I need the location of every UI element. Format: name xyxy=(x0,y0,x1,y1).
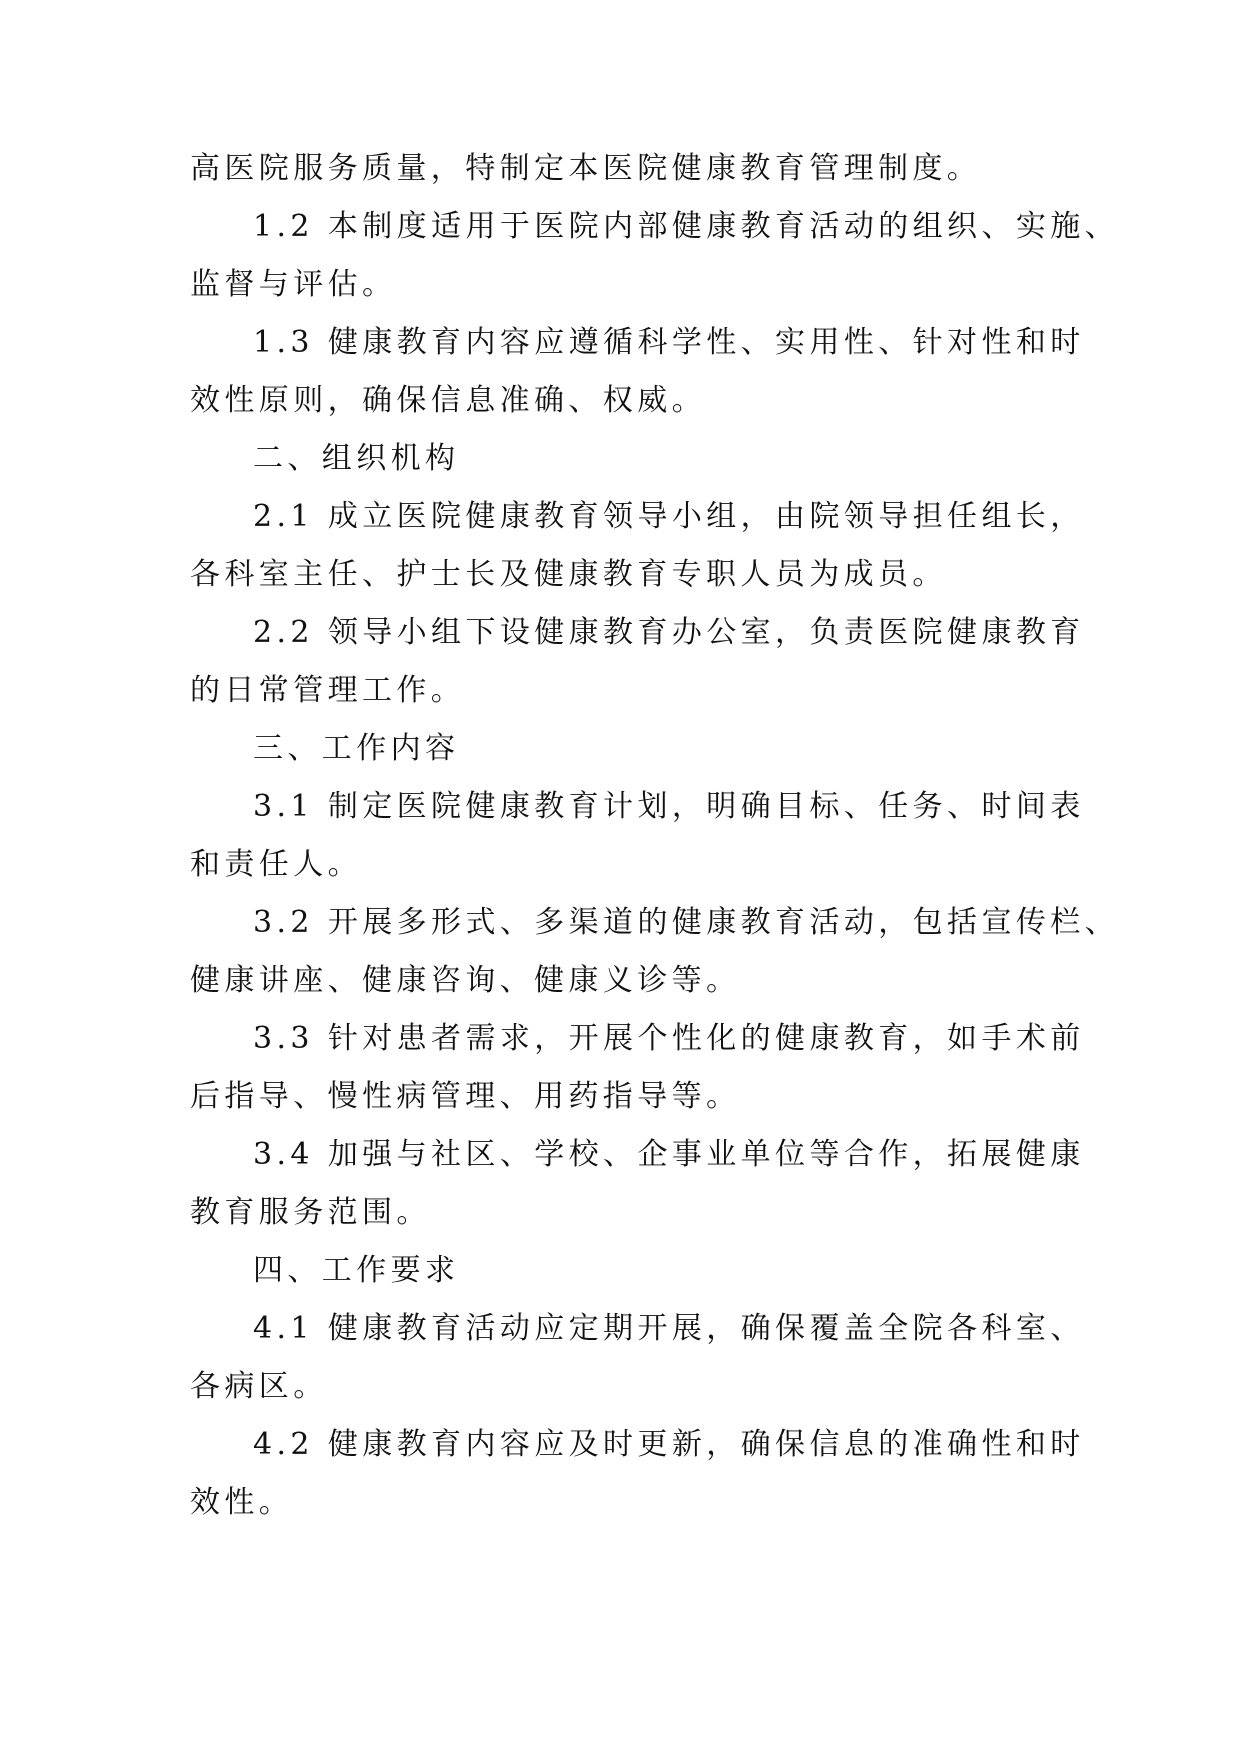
section-2-1-line-1: 2.1 成立医院健康教育领导小组，由院领导担任组长， xyxy=(253,499,1085,534)
section-3-2-line-1: 3.2 开展多形式、多渠道的健康教育活动，包括宣传栏、 xyxy=(253,905,1120,940)
section-3-1-line-1: 3.1 制定医院健康教育计划，明确目标、任务、时间表 xyxy=(253,789,1085,824)
section-2-2-line-1: 2.2 领导小组下设健康教育办公室，负责医院健康教育 xyxy=(253,615,1085,650)
section-1-2-line-1: 1.2 本制度适用于医院内部健康教育活动的组织、实施、 xyxy=(253,209,1120,244)
section-2-1-line-2: 各科室主任、护士长及健康教育专职人员为成员。 xyxy=(190,557,947,592)
section-3-3-line-1: 3.3 针对患者需求，开展个性化的健康教育，如手术前 xyxy=(253,1021,1085,1056)
section-1-2-line-2: 监督与评估。 xyxy=(190,267,397,302)
paragraph-line-continuation: 高医院服务质量，特制定本医院健康教育管理制度。 xyxy=(190,151,982,186)
heading-section-4: 四、工作要求 xyxy=(253,1253,460,1288)
heading-section-2: 二、组织机构 xyxy=(253,441,460,476)
section-3-4-line-2: 教育服务范围。 xyxy=(190,1195,431,1230)
section-3-2-line-2: 健康讲座、健康咨询、健康义诊等。 xyxy=(190,963,741,998)
section-3-4-line-1: 3.4 加强与社区、学校、企事业单位等合作，拓展健康 xyxy=(253,1137,1085,1172)
section-4-2-line-2: 效性。 xyxy=(190,1485,294,1520)
heading-section-3: 三、工作内容 xyxy=(253,731,460,766)
section-3-3-line-2: 后指导、慢性病管理、用药指导等。 xyxy=(190,1079,741,1114)
section-4-2-line-1: 4.2 健康教育内容应及时更新，确保信息的准确性和时 xyxy=(253,1427,1085,1462)
section-4-1-line-2: 各病区。 xyxy=(190,1369,328,1404)
section-1-3-line-2: 效性原则，确保信息准确、权威。 xyxy=(190,383,706,418)
section-2-2-line-2: 的日常管理工作。 xyxy=(190,673,466,708)
section-4-1-line-1: 4.1 健康教育活动应定期开展，确保覆盖全院各科室、 xyxy=(253,1311,1085,1346)
section-1-3-line-1: 1.3 健康教育内容应遵循科学性、实用性、针对性和时 xyxy=(253,325,1085,360)
section-3-1-line-2: 和责任人。 xyxy=(190,847,362,882)
